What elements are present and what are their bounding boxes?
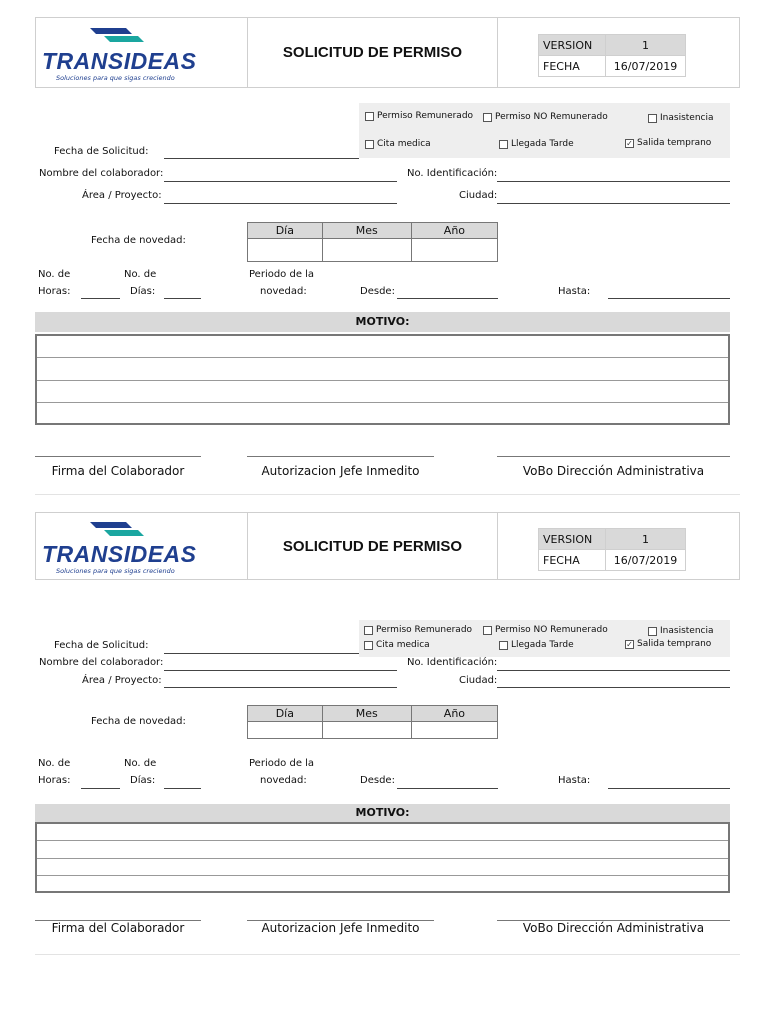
title-box: [247, 512, 498, 580]
motivo-textarea[interactable]: [35, 334, 730, 425]
checkbox-permiso-remunerado[interactable]: Permiso Remunerado: [365, 111, 473, 121]
nombre-label: Nombre del colaborador:: [39, 168, 164, 179]
permit-type-panel: [359, 103, 730, 158]
version-value: 1: [606, 35, 686, 56]
dias-input[interactable]: [164, 788, 201, 789]
autorizacion-jefe-label: Autorizacion Jefe Inmedito: [261, 464, 420, 478]
checkbox-icon: [648, 627, 657, 636]
ciudad-input[interactable]: [497, 687, 730, 688]
form-title: SOLICITUD DE PERMISO: [282, 44, 463, 61]
motivo-row-line: [37, 402, 728, 403]
vobo-direccion-label: VoBo Dirección Administrativa: [522, 464, 705, 478]
fecha-solicitud-label: Fecha de Solicitud:: [54, 146, 149, 157]
motivo-header: MOTIVO:: [35, 312, 730, 332]
version-label: VERSION: [539, 529, 606, 550]
nombre-input[interactable]: [164, 670, 397, 671]
motivo-header: MOTIVO:: [35, 804, 730, 822]
checkbox-llegada-tarde[interactable]: Llegada Tarde: [499, 640, 574, 650]
company-name: TRANSIDEAS: [42, 541, 197, 567]
fecha-novedad-grid: [247, 705, 498, 739]
checkmark-icon: ✓: [626, 138, 633, 148]
form-title: SOLICITUD DE PERMISO: [282, 538, 463, 555]
periodo-label-2: novedad:: [260, 286, 307, 297]
area-label: Área / Proyecto:: [82, 675, 162, 686]
vobo-direccion-line[interactable]: [497, 456, 730, 457]
checkbox-icon: [483, 113, 492, 122]
checkbox-permiso-no-remunerado[interactable]: Permiso NO Remunerado: [483, 625, 608, 635]
checkbox-icon: [364, 641, 373, 650]
hasta-input[interactable]: [608, 788, 730, 789]
autorizacion-jefe-line[interactable]: [247, 456, 434, 457]
version-value: 1: [606, 529, 686, 550]
ciudad-input[interactable]: [497, 203, 730, 204]
anio-input[interactable]: [411, 722, 497, 739]
motivo-textarea[interactable]: [35, 822, 730, 893]
periodo-label-1: Periodo de la: [249, 758, 315, 769]
fecha-label: FECHA: [539, 56, 606, 77]
fecha-novedad-label: Fecha de novedad:: [91, 716, 186, 727]
autorizacion-jefe-label: Autorizacion Jefe Inmedito: [261, 921, 420, 935]
company-slogan: Soluciones para que sigas creciendo: [56, 74, 175, 82]
version-table: [538, 34, 686, 77]
motivo-row-line: [37, 858, 728, 859]
area-label: Área / Proyecto:: [82, 190, 162, 201]
logo-box: [35, 17, 248, 88]
motivo-row-line: [37, 875, 728, 876]
identificacion-label: No. Identificación:: [407, 657, 498, 668]
transideas-logo-icon: [86, 520, 158, 540]
transideas-logo-icon: [86, 26, 158, 46]
fecha-novedad-grid: [247, 222, 498, 262]
mes-input[interactable]: [322, 239, 411, 262]
dia-input[interactable]: [248, 722, 323, 739]
firma-colaborador-label: Firma del Colaborador: [51, 921, 185, 935]
page-bottom-separator: [35, 954, 740, 955]
ciudad-label: Ciudad:: [459, 675, 498, 686]
anio-header: Año: [411, 223, 497, 239]
vobo-direccion-label: VoBo Dirección Administrativa: [522, 921, 705, 935]
fecha-solicitud-label: Fecha de Solicitud:: [54, 640, 149, 651]
anio-input[interactable]: [411, 239, 497, 262]
checkbox-icon: [499, 140, 508, 149]
fecha-novedad-label: Fecha de novedad:: [91, 235, 186, 246]
dia-input[interactable]: [248, 239, 323, 262]
motivo-row-line: [37, 357, 728, 358]
checkbox-salida-temprano[interactable]: ✓ Salida temprano: [626, 138, 712, 148]
identificacion-input[interactable]: [497, 670, 730, 671]
mes-input[interactable]: [322, 722, 411, 739]
checkbox-permiso-no-remunerado[interactable]: Permiso NO Remunerado: [483, 112, 608, 122]
hasta-input[interactable]: [608, 298, 730, 299]
logo-box: [35, 512, 248, 580]
mes-header: Mes: [322, 223, 411, 239]
identificacion-label: No. Identificación:: [407, 168, 498, 179]
periodo-label-2: novedad:: [260, 775, 307, 786]
nombre-label: Nombre del colaborador:: [39, 657, 164, 668]
no-dias-label-2: Días:: [130, 286, 156, 297]
motivo-row-line: [37, 380, 728, 381]
company-name: TRANSIDEAS: [42, 48, 197, 74]
fecha-solicitud-input[interactable]: [164, 158, 359, 159]
desde-input[interactable]: [397, 298, 498, 299]
hasta-label: Hasta:: [558, 286, 591, 297]
checkbox-cita-medica[interactable]: Cita medica: [364, 640, 430, 650]
checkbox-permiso-remunerado[interactable]: Permiso Remunerado: [364, 625, 472, 635]
horas-input[interactable]: [81, 298, 120, 299]
no-dias-label-1: No. de: [124, 758, 157, 769]
motivo-row-line: [37, 840, 728, 841]
checkbox-icon: [499, 641, 508, 650]
firma-colaborador-line[interactable]: [35, 456, 201, 457]
desde-label: Desde:: [360, 286, 395, 297]
version-box: [497, 512, 740, 580]
permit-type-panel: [359, 620, 730, 657]
anio-header: Año: [411, 706, 497, 722]
firma-colaborador-label: Firma del Colaborador: [51, 464, 185, 478]
no-horas-label-1: No. de: [38, 758, 71, 769]
checkbox-icon: [365, 140, 374, 149]
checkbox-cita-medica[interactable]: Cita medica: [365, 139, 431, 149]
fecha-solicitud-input[interactable]: [164, 653, 359, 654]
checkbox-inasistencia[interactable]: Inasistencia: [648, 113, 714, 123]
no-horas-label-1: No. de: [38, 269, 71, 280]
no-dias-label-1: No. de: [124, 269, 157, 280]
fecha-label: FECHA: [539, 550, 606, 571]
desde-input[interactable]: [397, 788, 498, 789]
checkbox-llegada-tarde[interactable]: Llegada Tarde: [499, 139, 574, 149]
area-input[interactable]: [164, 203, 397, 204]
identificacion-input[interactable]: [497, 181, 730, 182]
checkbox-inasistencia[interactable]: Inasistencia: [648, 626, 714, 636]
no-dias-label-2: Días:: [130, 775, 156, 786]
version-label: VERSION: [539, 35, 606, 56]
title-box: [247, 17, 498, 88]
ciudad-label: Ciudad:: [459, 190, 498, 201]
dias-input[interactable]: [164, 298, 201, 299]
mes-header: Mes: [322, 706, 411, 722]
horas-input[interactable]: [81, 788, 120, 789]
no-horas-label-2: Horas:: [38, 775, 71, 786]
area-input[interactable]: [164, 687, 397, 688]
company-slogan: Soluciones para que sigas creciendo: [56, 567, 175, 575]
version-table: [538, 528, 686, 571]
checkbox-icon: [483, 626, 492, 635]
nombre-input[interactable]: [164, 181, 397, 182]
no-horas-label-2: Horas:: [38, 286, 71, 297]
checkbox-salida-temprano[interactable]: ✓ Salida temprano: [626, 639, 712, 649]
permit-form-2: [0, 495, 768, 975]
checkmark-icon: ✓: [626, 639, 633, 649]
dia-header: Día: [248, 223, 323, 239]
permit-form-1: [0, 0, 768, 480]
desde-label: Desde:: [360, 775, 395, 786]
periodo-label-1: Periodo de la: [249, 269, 315, 280]
hasta-label: Hasta:: [558, 775, 591, 786]
version-box: [497, 17, 740, 88]
fecha-value: 16/07/2019: [606, 56, 686, 77]
checkbox-icon: [364, 626, 373, 635]
dia-header: Día: [248, 706, 323, 722]
checkbox-icon: [648, 114, 657, 123]
fecha-value: 16/07/2019: [606, 550, 686, 571]
checkbox-icon: [365, 112, 374, 121]
